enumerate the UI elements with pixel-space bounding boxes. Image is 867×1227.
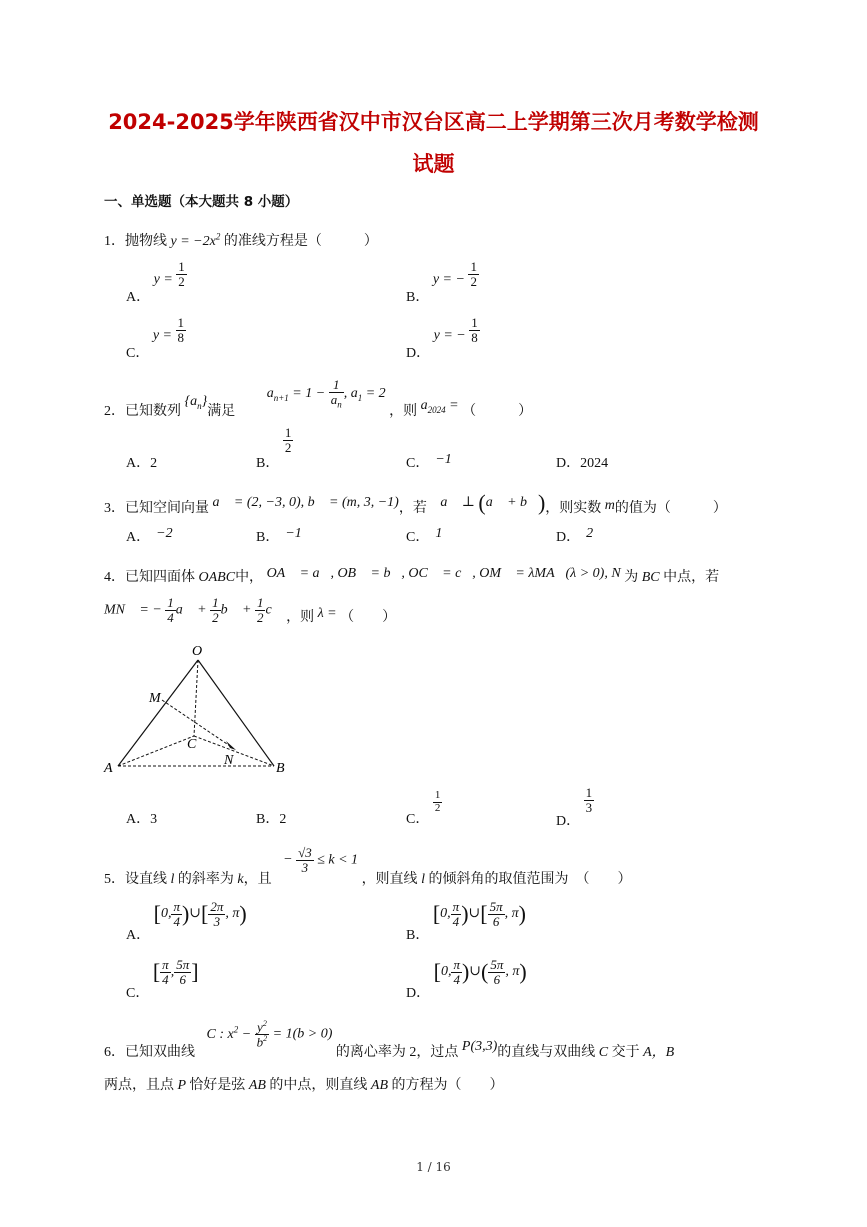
question-4-line2: MN⃗ = − $\frac{1}{4}$ a⃗ + $\frac{1}{2}$ b⃗ + $\frac{1}{2}$ c⃗ ，则 λ = （ ） — [104, 595, 397, 626]
formula: OA⃗ = a⃗, OB⃗ = b⃗, OC⃗ = c⃗, OM⃗ = λMA⃗(λ > 0), N — [266, 566, 621, 581]
formula: $\frac{1}{2}$ — [470, 259, 477, 289]
section-heading: 一、单选题（本大题共 8 小题） — [104, 194, 299, 210]
question-1 — [104, 230, 378, 250]
option-b[interactable]: B． −1 — [256, 526, 302, 545]
vertex-label-m: M — [149, 691, 161, 706]
formula: 1 — [435, 526, 443, 541]
vertex-label-o: O — [192, 644, 203, 659]
vertex-label-b: B — [276, 761, 285, 776]
formula: [0, — [433, 959, 452, 985]
formula: [0, — [432, 901, 451, 927]
question-3: 3．已知空间向量 a⃗ = (2, −3, 0), b⃗ = (m, 3, −1)，若 a⃗ ⊥ (a⃗ + b⃗)，则实数 m的值为（ ） — [104, 490, 727, 517]
tetrahedron-figure — [100, 640, 300, 780]
formula: $\frac{1}{2}$ — [256, 595, 264, 625]
question-number: 1． — [104, 234, 125, 249]
option-d[interactable]: D．2024 — [556, 456, 609, 471]
formula: $\frac{y^2}{b^2}$ — [256, 1019, 268, 1050]
option-b[interactable]: B． y = − $\frac{1}{2}$ — [406, 259, 477, 306]
formula: y = — [152, 328, 173, 344]
option-a[interactable]: A． −2 — [126, 526, 173, 545]
formula: P(3,3) — [461, 1038, 498, 1054]
formula: −2 — [156, 526, 173, 541]
formula: −1 — [435, 452, 452, 467]
option-c[interactable]: C． −1 — [406, 452, 452, 471]
question-text: 的准线方程是（ ） — [223, 234, 378, 249]
option-b[interactable]: B． $\frac{1}{2}$ — [256, 425, 292, 472]
formula: C : $x^2$ − — [206, 1024, 252, 1042]
option-b[interactable]: B．2 — [256, 812, 287, 827]
option-c[interactable]: C． $\frac{1}{2}$ — [406, 789, 441, 828]
formula: $\{a_n\}$ — [184, 394, 208, 411]
formula: ≤ k < 1 — [317, 852, 359, 868]
document-title-line2: 试题 — [412, 152, 455, 176]
option-a[interactable]: A． y = $\frac{1}{2}$ — [126, 259, 185, 306]
formula: MN⃗ = − — [104, 602, 162, 618]
formula: $\frac{1}{4}$ — [167, 595, 174, 625]
option-a[interactable]: A．2 — [126, 456, 158, 471]
question-6-line2: 两点，且点 P 恰好是弦 AB 的中点，则直线 AB 的方程为（ ） — [104, 1078, 504, 1093]
formula: OABC — [198, 570, 236, 585]
formula: [ — [152, 959, 161, 985]
vertex-label-a: A — [104, 761, 113, 776]
formula: $\frac{1}{3}$ — [585, 785, 593, 815]
option-c[interactable]: C． 1 — [406, 526, 443, 545]
formula: $\frac{1}{8}$ — [471, 315, 478, 345]
formula: BC — [638, 570, 664, 585]
formula: m — [604, 498, 615, 514]
formula: , $a_1 = 2$ — [343, 386, 386, 403]
formula: a⃗ = (2, −3, 0), b⃗ = (m, 3, −1) — [212, 495, 399, 511]
question-6: 6．已知双曲线 C : $x^2$ − $\frac{y^2}{b^2}$ = 1(b > 0) 的离心率为 2，过点 P(3,3)的直线与双曲线 C 交于 A，B — [104, 1019, 675, 1060]
formula: $\frac{1}{2}$ — [434, 789, 441, 814]
formula: − — [283, 852, 293, 868]
formula: y = — [153, 272, 173, 288]
formula: a⃗ ⊥ (a⃗ + b⃗) — [440, 490, 546, 515]
formula: $\frac{1}{2}$ — [178, 259, 185, 289]
formula: $\frac{1}{8}$ — [177, 315, 185, 345]
formula: λ = — [317, 606, 337, 622]
question-4: 4．已知四面体 OABC中， OA⃗ = a⃗, OB⃗ = b⃗, OC⃗ = c⃗, OM⃗ = λMA⃗(λ > 0), N 为 BC 中点，若 — [104, 566, 720, 585]
formula: $\frac{1}{a_n}$ — [330, 377, 342, 410]
option-d[interactable]: D． y = − $\frac{1}{8}$ — [406, 315, 478, 362]
document-title: 2024-2025学年陕西省汉中市汉台区高二上学期第三次月考数学检测 — [108, 110, 759, 134]
option-d[interactable]: D． [0, $\frac{\pi}{4}$ )∪( $\frac{5\pi}{6}$ , π) — [406, 957, 527, 1002]
vertex-label-n: N — [224, 753, 234, 768]
question-2: 2．已知数列 $\{a_n\}$满足 $a_{n+1} = 1$ − $\frac{1}{a_n}$ , $a_1 = 2$ ，则 $a_{2024}$ = （ ） — [104, 377, 533, 420]
formula: $a_{n+1} = 1$ − — [266, 386, 326, 403]
option-a[interactable]: A． [0, $\frac{\pi}{4}$ )∪[ $\frac{2\pi}{3}$ , π) — [126, 899, 247, 944]
formula: $\frac{√3}{3}$ — [298, 845, 312, 875]
page-number: 1 / 16 — [416, 1160, 451, 1174]
option-d[interactable]: D． $\frac{1}{3}$ — [556, 785, 593, 830]
option-a[interactable]: A．3 — [126, 812, 158, 827]
formula: $\frac{1}{2}$ — [284, 425, 292, 455]
formula: y = − — [432, 272, 465, 288]
option-c[interactable]: C． y = $\frac{1}{8}$ — [126, 315, 185, 362]
option-c[interactable]: C． [ $\frac{\pi}{4}$ , $\frac{5\pi}{6}$ ] — [126, 957, 199, 1002]
question-5: 5．设直线 l 的斜率为 k，且 − $\frac{√3}{3}$ ≤ k < 1 ，则直线 l 的倾斜角的取值范围为 （ ） — [104, 845, 632, 888]
formula: $\frac{1}{2}$ — [212, 595, 219, 625]
vertex-label-c: C — [187, 737, 197, 752]
formula: $a_{2024}$ = — [420, 398, 459, 415]
formula: 2 — [586, 526, 594, 541]
question-text: 抛物线 — [125, 234, 167, 249]
option-d[interactable]: D． 2 — [556, 526, 594, 545]
formula: [0, — [153, 901, 172, 927]
option-b[interactable]: B． [0, $\frac{\pi}{4}$ )∪[ $\frac{5\pi}{6}$ , π) — [406, 899, 526, 944]
formula: = 1(b > 0) — [272, 1026, 333, 1042]
formula: $y = -2x^2$ — [170, 231, 221, 249]
formula: −1 — [285, 526, 302, 541]
formula: y = − — [433, 328, 466, 344]
